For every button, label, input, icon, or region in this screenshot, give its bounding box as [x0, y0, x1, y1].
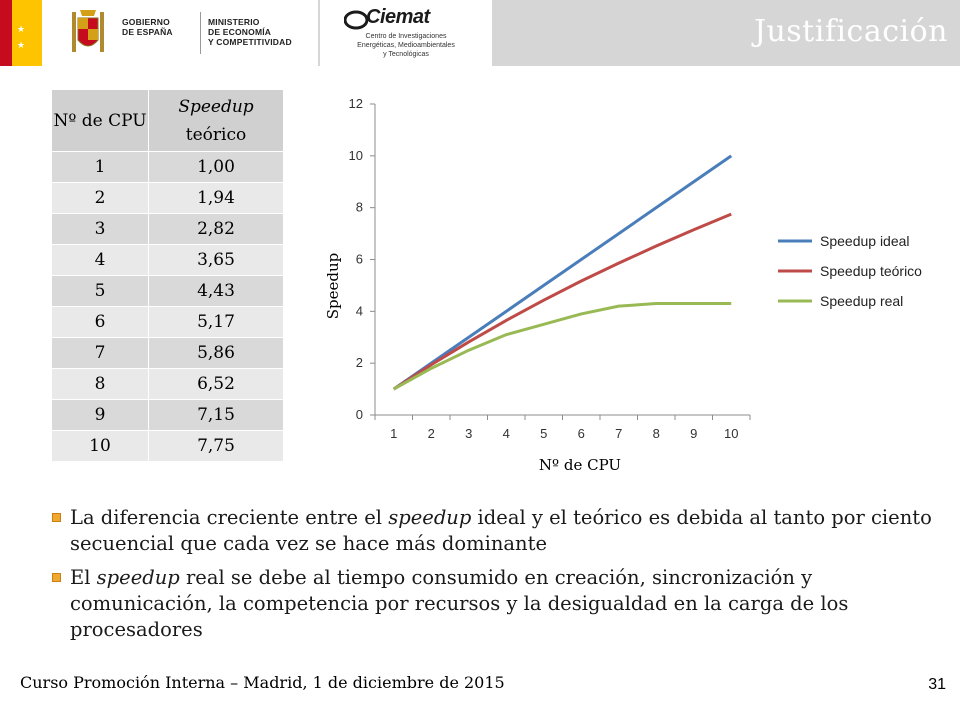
- header-speedup-italic: Speedup: [178, 96, 254, 117]
- bullet-square-icon: [52, 513, 61, 522]
- bullet-item: [52, 565, 932, 643]
- table-row: [52, 369, 284, 400]
- ministerio-label: MINISTERIO DE ECONOMÍA Y COMPETITIVIDAD: [208, 17, 292, 47]
- legend-label: Speedup real: [820, 293, 904, 309]
- table-row: [52, 431, 284, 462]
- y-tick-label: 4: [355, 303, 363, 319]
- y-tick-label: 10: [348, 147, 363, 163]
- y-tick-label: 8: [355, 199, 363, 215]
- ciemat-logo-block: [320, 0, 492, 66]
- table-row: [52, 245, 284, 276]
- table-header-row: [52, 90, 284, 152]
- y-tick-label: 12: [348, 96, 363, 111]
- table-row: [52, 214, 284, 245]
- series-line: [394, 304, 732, 390]
- table-row: [52, 400, 284, 431]
- gobierno-label: GOBIERNO DE ESPAÑA: [122, 17, 173, 37]
- bullet-text-pre: El: [70, 566, 97, 589]
- header-speedup: [149, 90, 284, 152]
- cell-cpu: 8: [52, 369, 149, 400]
- x-tick-label: 4: [502, 426, 510, 441]
- x-tick-label: 5: [540, 426, 548, 441]
- cell-speedup: 5,17: [149, 307, 284, 338]
- series-line: [394, 156, 732, 389]
- bullet-text-post: ideal y el teórico es debida al tanto por ciento secuencial que cada vez se hace más dominante: [70, 506, 932, 555]
- flag-stripe-red: [0, 0, 12, 66]
- x-tick-label: 10: [724, 426, 739, 441]
- bullet-text-post: real se debe al tiempo consumido en creación, sincronización y comunicación, la competencia por recursos y la desigualdad en la carga de los procesadores: [70, 566, 849, 641]
- y-tick-label: 2: [355, 355, 363, 371]
- speedup-table: [51, 89, 284, 462]
- ciemat-logo-text: Ciemat: [366, 6, 430, 28]
- cell-cpu: 4: [52, 245, 149, 276]
- table-row: [52, 307, 284, 338]
- cell-speedup: 7,75: [149, 431, 284, 462]
- legend-label: Speedup teórico: [820, 263, 922, 279]
- cell-speedup: 2,82: [149, 214, 284, 245]
- legend-label: Speedup ideal: [820, 233, 910, 249]
- ciemat-subtitle: Centro de Investigaciones Energéticas, Medioambientales y Tecnológicas: [357, 33, 455, 58]
- flag-stripe-yellow: [12, 0, 42, 66]
- x-tick-label: 1: [390, 426, 398, 441]
- bullet-text-pre: La diferencia creciente entre el: [70, 506, 389, 529]
- logo-divider: [200, 12, 201, 54]
- cell-cpu: 3: [52, 214, 149, 245]
- x-tick-label: 2: [427, 426, 435, 441]
- x-tick-label: 9: [690, 426, 698, 441]
- svg-text:★: ★: [17, 41, 26, 51]
- y-axis-label: Speedup: [324, 252, 342, 320]
- cell-speedup: 6,52: [149, 369, 284, 400]
- page-title: Justificación: [753, 14, 948, 49]
- cell-cpu: 1: [52, 152, 149, 183]
- cell-cpu: 2: [52, 183, 149, 214]
- svg-text:★: ★: [17, 25, 26, 35]
- header-cpu: Nº de CPU: [52, 90, 149, 152]
- bullet-square-icon: [52, 573, 61, 582]
- table-row: [52, 152, 284, 183]
- y-tick-label: 0: [355, 407, 363, 422]
- cell-cpu: 10: [52, 431, 149, 462]
- cell-cpu: 6: [52, 307, 149, 338]
- cell-speedup: 1,00: [149, 152, 284, 183]
- cell-speedup: 5,86: [149, 338, 284, 369]
- footer-text: Curso Promoción Interna – Madrid, 1 de diciembre de 2015: [20, 673, 505, 692]
- eu-stars-icon: [12, 0, 42, 66]
- cell-speedup: 7,15: [149, 400, 284, 431]
- x-tick-label: 7: [615, 426, 623, 441]
- cell-speedup: 1,94: [149, 183, 284, 214]
- cell-cpu: 9: [52, 400, 149, 431]
- y-tick-label: 6: [355, 251, 363, 267]
- speedup-chart: [320, 86, 950, 476]
- table-row: [52, 338, 284, 369]
- cell-speedup: 4,43: [149, 276, 284, 307]
- cell-cpu: 5: [52, 276, 149, 307]
- ciemat-emblem-icon: [344, 10, 368, 30]
- x-axis-label: Nº de CPU: [538, 456, 622, 474]
- x-tick-label: 3: [465, 426, 473, 441]
- cell-speedup: 3,65: [149, 245, 284, 276]
- cell-cpu: 7: [52, 338, 149, 369]
- x-tick-label: 8: [652, 426, 660, 441]
- x-tick-label: 6: [577, 426, 585, 441]
- bullet-text-italic: speedup: [96, 566, 180, 589]
- bullet-item: [52, 505, 932, 557]
- bullet-text-italic: speedup: [388, 506, 472, 529]
- table-row: [52, 276, 284, 307]
- header-speedup-rest: teórico: [185, 124, 247, 145]
- government-logo: [42, 0, 318, 66]
- slide-number: 31: [928, 676, 946, 693]
- table-row: [52, 183, 284, 214]
- slide-header: [0, 0, 960, 66]
- bullet-list: [52, 505, 932, 651]
- coat-of-arms-icon: [68, 8, 108, 58]
